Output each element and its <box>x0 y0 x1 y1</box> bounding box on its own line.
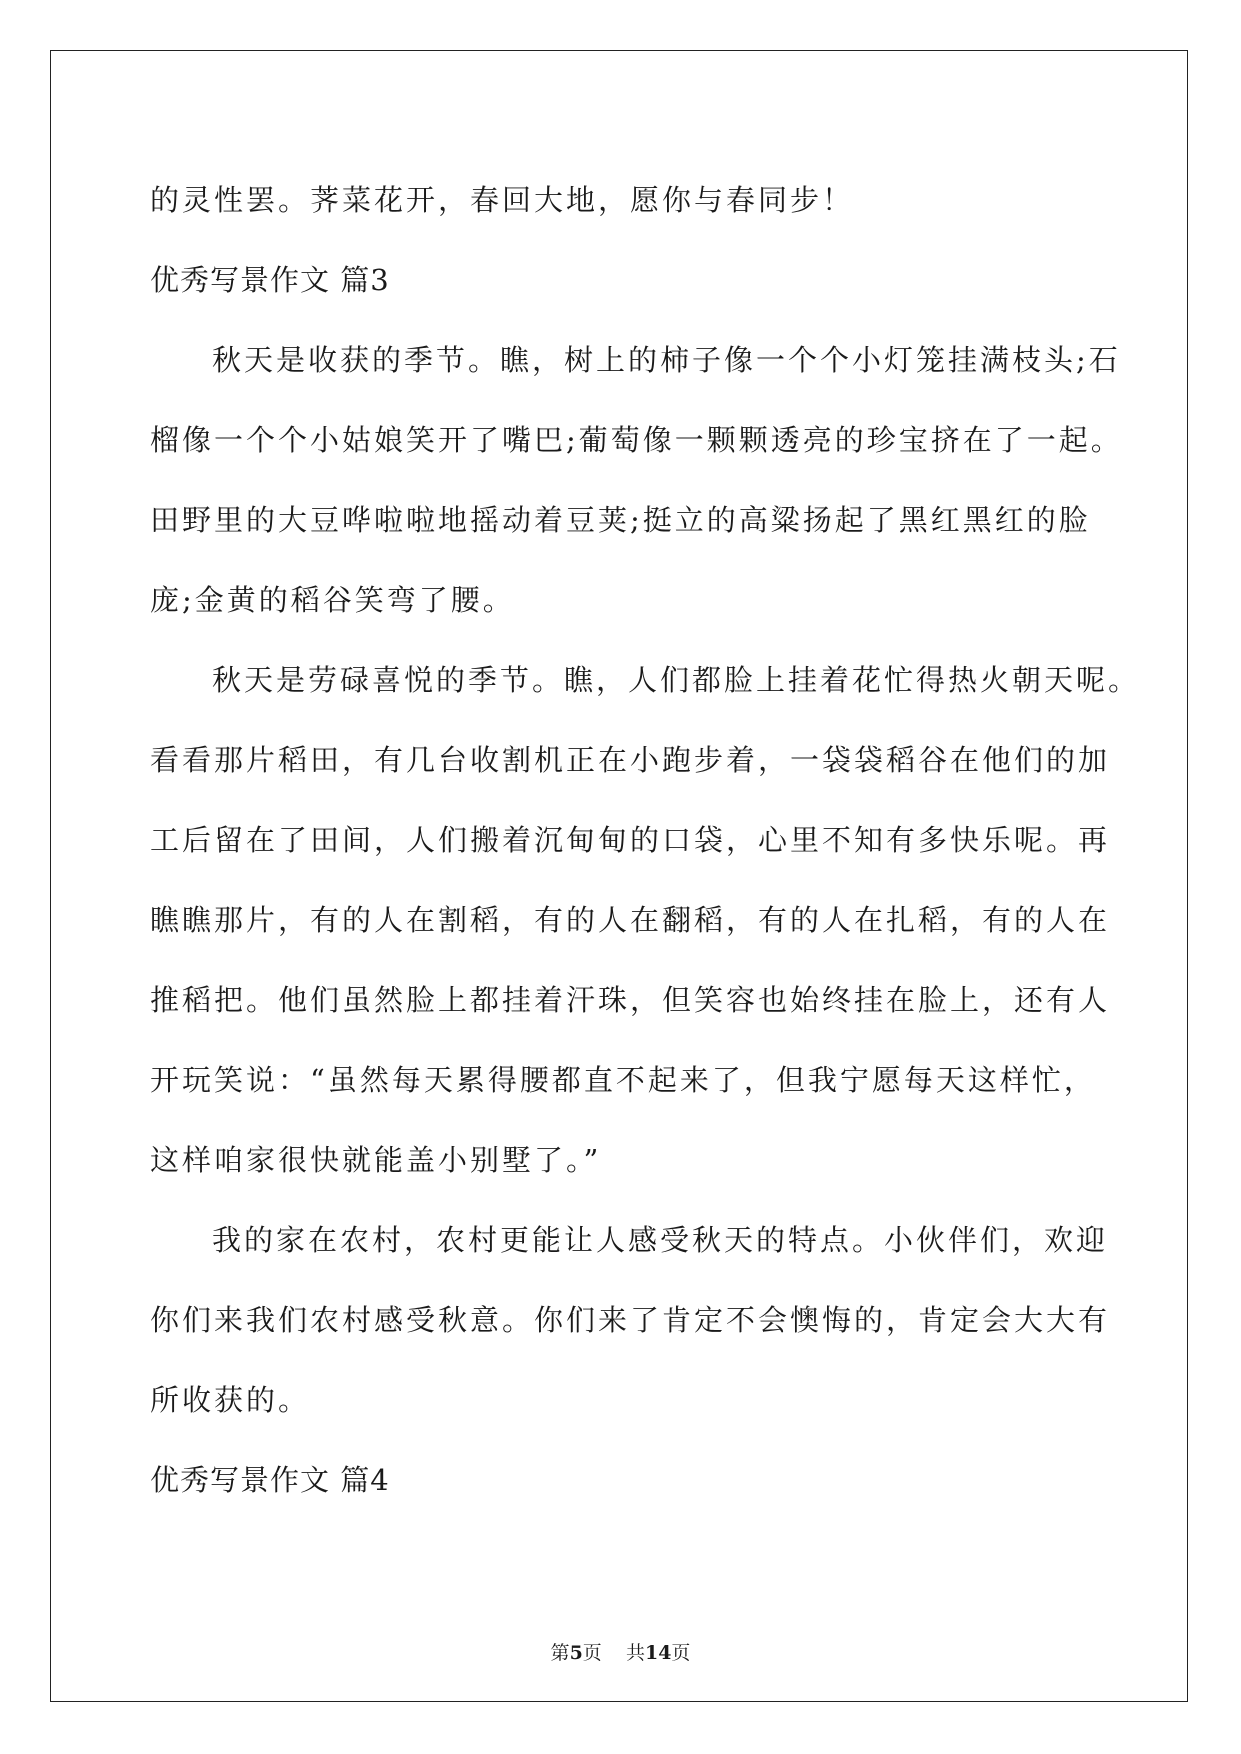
paragraph-line: 庞;金黄的稻谷笑弯了腰。 <box>150 583 515 617</box>
paragraph-line: 榴像一个个小姑娘笑开了嘴巴;葡萄像一颗颗透亮的珍宝挤在了一起。 <box>150 423 1123 457</box>
paragraph-line: 我的家在农村，农村更能让人感受秋天的特点。小伙伴们，欢迎 <box>212 1223 1109 1257</box>
paragraph-line: 看看那片稻田，有几台收割机正在小跑步着，一袋袋稻谷在他们的加 <box>150 743 1111 777</box>
paragraph-line: 开玩笑说：“虽然每天累得腰都直不起来了，但我宁愿每天这样忙， <box>150 1063 1096 1097</box>
paragraph-line: 秋天是劳碌喜悦的季节。瞧，人们都脸上挂着花忙得热火朝天呢。 <box>212 663 1141 697</box>
section-3-title: 优秀写景作文 篇3 <box>150 263 390 297</box>
footer-page-number: 5 <box>569 1642 583 1664</box>
paragraph-line: 你们来我们农村感受秋意。你们来了肯定不会懊悔的，肯定会大大有 <box>150 1303 1111 1337</box>
paragraph-3 <box>150 1200 1111 1440</box>
paragraph-line: 瞧瞧那片，有的人在割稻，有的人在翻稻，有的人在扎稻，有的人在 <box>150 903 1111 937</box>
paragraph-line: 田野里的大豆哗啦啦地摇动着豆荚;挺立的高粱扬起了黑红黑红的脸 <box>150 503 1091 537</box>
paragraph-line: 秋天是收获的季节。瞧，树上的柿子像一个个小灯笼挂满枝头;石 <box>212 343 1121 377</box>
footer-middle: 页 共 <box>582 1642 645 1664</box>
footer-total-pages: 14 <box>644 1642 672 1664</box>
intro-line: 的灵性罢。荠菜花开，春回大地，愿你与春同步！ <box>150 183 855 217</box>
footer-prefix: 第 <box>550 1642 570 1664</box>
paragraph-line: 所收获的。 <box>150 1383 311 1417</box>
paragraph-line: 工后留在了田间，人们搬着沉甸甸的口袋，心里不知有多快乐呢。再 <box>150 823 1111 857</box>
page-footer <box>0 1638 1241 1665</box>
document-body <box>150 160 1141 1520</box>
paragraph-1 <box>150 320 1123 640</box>
section-4-title: 优秀写景作文 篇4 <box>150 1463 390 1497</box>
paragraph-2 <box>150 640 1141 1200</box>
paragraph-line: 推稻把。他们虽然脸上都挂着汗珠，但笑容也始终挂在脸上，还有人 <box>150 983 1111 1017</box>
paragraph-line: 这样咱家很快就能盖小别墅了。” <box>150 1143 602 1177</box>
footer-suffix: 页 <box>671 1642 691 1664</box>
